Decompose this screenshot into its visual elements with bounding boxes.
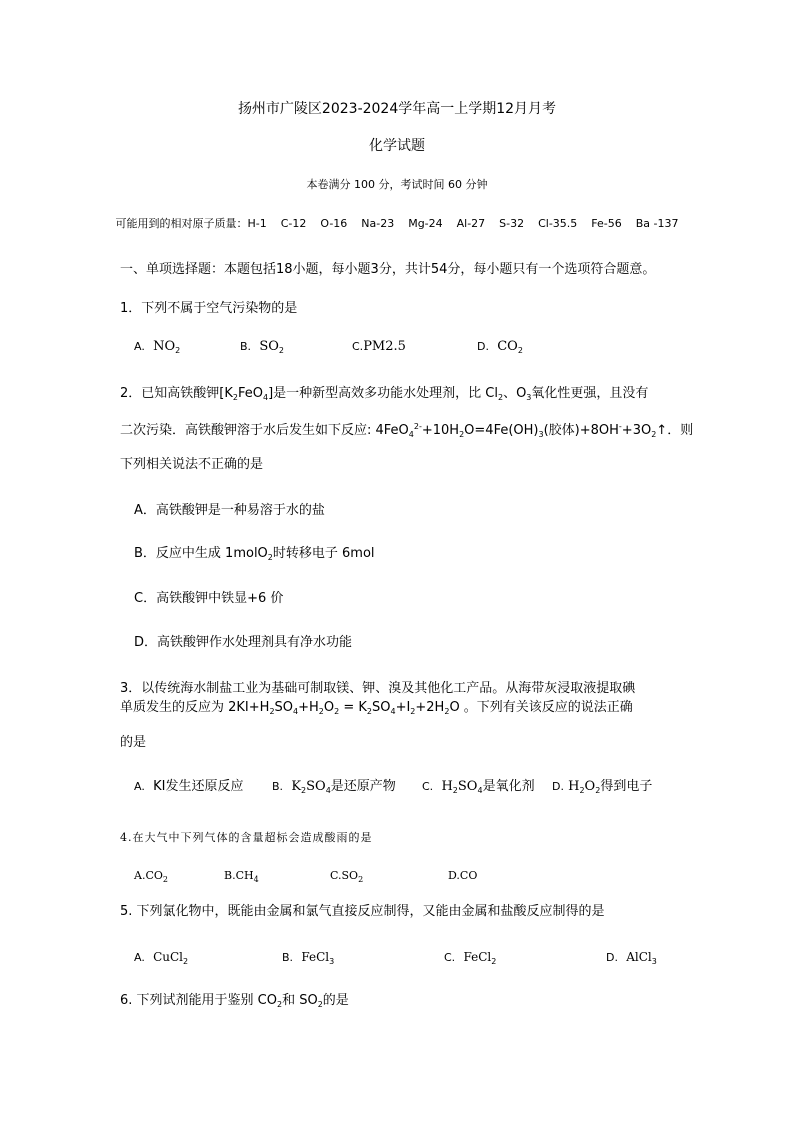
q5-option-b: B. FeCl$_3$ [282, 950, 335, 966]
q1-option-c: C.PM2.5 [352, 339, 406, 354]
q3-option-a: A. KI发生还原反应 [134, 779, 244, 794]
question-1-stem: 1．下列不属于空气污染物的是 [120, 301, 298, 316]
q5-option-d: D. AlCl$_3$ [606, 950, 657, 966]
question-2-line-2: 二次污染．高铁酸钾溶于水后发生如下反应: $4FeO_4^{2-}+10H_2O=4Fe(OH)_3$(胶体)$+8OH^-+3O_2↑$．则 [120, 422, 694, 439]
q4-option-a: $A.CO_2$ [134, 869, 168, 884]
q3-option-b: B. $K_2SO_4$是还原产物 [272, 779, 396, 795]
q2-option-c: C．高铁酸钾中铁显+6 价 [134, 591, 284, 606]
q5-option-a: A. CuCl$_2$ [134, 950, 189, 966]
q5-option-c: C. FeCl$_2$ [444, 950, 497, 966]
q1-option-a: A. $NO_2$ [134, 339, 181, 355]
question-5-options [134, 948, 694, 968]
q2-option-d: D．高铁酸钾作水处理剂具有净水功能 [134, 635, 353, 650]
q3-option-c: C. $H_2SO_4$是氧化剂 [422, 779, 535, 795]
atomic-masses: 可能用到的相对原子质量：H-1 C-12 O-16 Na-23 Mg-24 Al-27 S-32 Cl-35.5 Fe-56 Ba -137 [115, 217, 679, 230]
question-4-options [134, 867, 694, 885]
exam-info: 本卷满分 100 分，考试时间 60 分钟 [306, 178, 488, 191]
q2-option-b: B．反应中生成 1molO$_2$时转移电子 6mol [134, 546, 375, 562]
question-5-stem: 5. 下列氯化物中，既能由金属和氯气直接反应制得，又能由金属和盐酸反应制得的是 [120, 904, 605, 919]
q4-option-b: $B.CH_4$ [224, 869, 259, 884]
section-title: 一、单项选择题：本题包括18小题，每小题3分，共计54分，每小题只有一个选项符合题意。 [120, 262, 656, 277]
question-1-options [134, 338, 694, 358]
q4-option-c: $C.SO_2$ [330, 869, 364, 884]
question-6-stem: 6. 下列试剂能用于鉴别 $CO_2$和 $SO_2$的是 [120, 993, 349, 1009]
q1-option-d: D. $CO_2$ [477, 339, 523, 355]
question-3-line-1: 3．以传统海水制盐工业为基础可制取镁、钾、溴及其他化工产品。从海带灰浸取液提取碘 [120, 681, 636, 696]
question-2-line-3: 下列相关说法不正确的是 [120, 457, 264, 472]
q3-option-d: D. $H_2O_2$得到电子 [552, 779, 653, 795]
question-3-options [134, 778, 694, 798]
exam-title: 扬州市广陵区2023-2024学年高一上学期12月月考 [237, 101, 557, 117]
q1-option-b: B. $SO_2$ [240, 339, 284, 355]
question-4-stem: 4.在大气中下列气体的含量超标会造成酸雨的是 [120, 831, 373, 844]
exam-subject: 化学试题 [369, 138, 425, 154]
question-2-line-1: 2．已知高铁酸钾$[K_2FeO_4]$是一种新型高效多功能水处理剂，比 $Cl_2$、$O_3$氧化性更强，且没有 [120, 386, 649, 402]
question-3-line-3: 的是 [120, 735, 147, 750]
q4-option-d: D.CO [448, 869, 478, 882]
question-3-line-2: 单质发生的反应为 $2KI+H_2SO_4+H_2O_2 = K_2SO_4+I_2+2H_2O$ 。下列有关该反应的说法正确 [120, 700, 633, 716]
q2-option-a: A．高铁酸钾是一种易溶于水的盐 [134, 503, 325, 518]
